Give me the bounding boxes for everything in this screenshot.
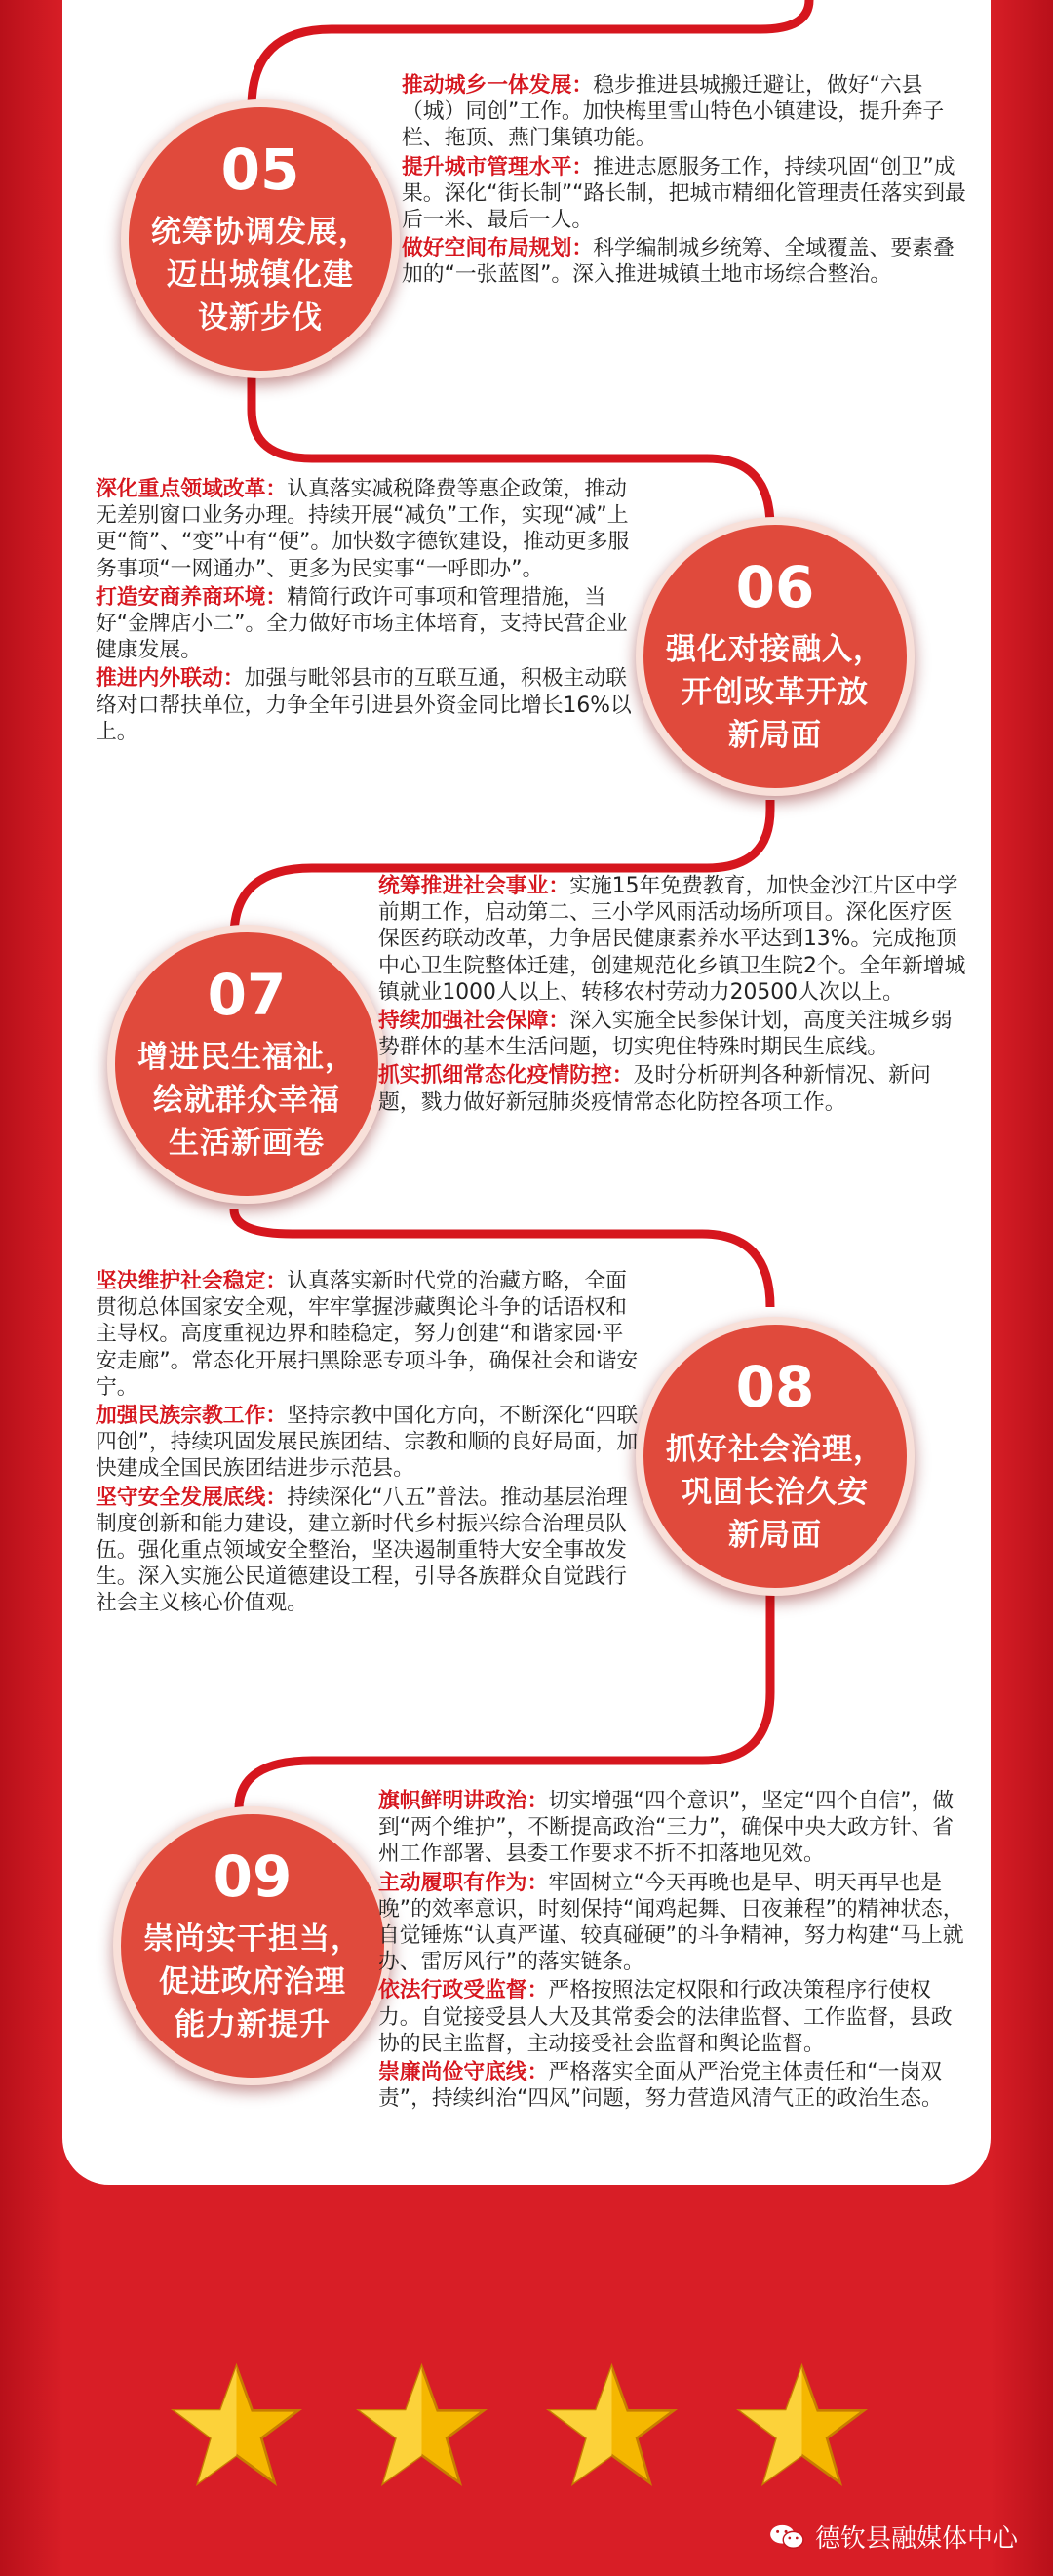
paragraph: 统筹推进社会事业：实施15年免费教育，加快金沙江片区中学前期工作，启动第二、三小学风雨活动场所项目。深化医疗医保医药联动改革，力争居民健康素养水平达到13%。完成拖顶中心卫生院整体迁建，创建规范化乡镇卫生院2个。全年新增城镇就业1000人以上、转移农村劳动力20500人次以上。 <box>378 874 966 1005</box>
paragraph: 提升城市管理水平：推进志愿服务工作，持续巩固“创卫”成果。深化“街长制”“路长制，把城市精细化管理责任落实到最后一米、最后一人。 <box>402 154 966 233</box>
section-06-badge <box>636 517 915 796</box>
section-09-badge <box>113 1806 392 2085</box>
section-07-number: 07 <box>207 962 287 1028</box>
section-06-number: 06 <box>735 554 815 620</box>
footer-brand <box>768 2518 1018 2555</box>
star-icon <box>171 2360 302 2492</box>
star-icon <box>736 2360 868 2492</box>
section-09-number: 09 <box>213 1843 292 1910</box>
section-05-number: 05 <box>220 137 300 203</box>
paragraph: 旗帜鲜明讲政治：切实增强“四个意识”，坚定“四个自信”，做到“两个维护”，不断提高政治“三力”，确保中央大政方针、省州工作部署、县委工作要求不折不扣落地见效。 <box>378 1789 955 1867</box>
star-icon <box>546 2360 678 2492</box>
section-08-badge <box>636 1317 915 1596</box>
section-09-text <box>378 1788 973 2114</box>
paragraph: 深化重点领域改革：认真落实减税降费等惠企政策，推动无差别窗口业务办理。持续开展“减负”工作，实现“减”上更“简”、“变”中有“便”。加快数字德钦建设，推动更多服务事项“一网通办”、更多为民实事“一呼即办”。 <box>96 477 630 581</box>
paragraph: 加强民族宗教工作：坚持宗教中国化方向，不断深化“四联四创”，持续巩固发展民族团结、宗教和顺的良好局面，加快建成全国民族团结进步示范县。 <box>96 1404 639 1482</box>
paragraph: 打造安商养商环境：精简行政许可事项和管理措施，当好“金牌店小二”。全力做好市场主体培育，支持民营企业健康发展。 <box>96 584 628 663</box>
paragraph: 坚守安全发展底线：持续深化“八五”普法。推动基层治理制度创新和能力建设，建立新时代乡村振兴综合治理员队伍。强化重点领域安全整治，坚决遏制重特大安全事故发生。深入实施公民道德建设工程，引导各族群众自觉践行社会主义核心价值观。 <box>96 1485 628 1616</box>
section-08-title: 抓好社会治理， 巩固长治久安 新局面 <box>666 1432 884 1553</box>
star-icon <box>356 2360 488 2492</box>
section-06-text <box>96 476 642 747</box>
section-05-text <box>402 72 972 291</box>
paragraph: 依法行政受监督：严格按照法定权限和行政决策程序行使权力。自觉接受县人大及其常委会的法律监督、工作监督，县政协的民主监督，主动接受社会监督和舆论监督。 <box>378 1978 953 2056</box>
star-row <box>0 2360 1053 2517</box>
brand-name: 德钦县融媒体中心 <box>814 2524 1018 2554</box>
section-07-text <box>378 873 973 1118</box>
paragraph: 崇廉尚俭守底线：严格落实全面从严治党主体责任和“一岗双责”，持续纠治“四风”问题，努力营造风清气正的政治生态。 <box>378 2060 943 2112</box>
paragraph: 坚决维护社会稳定：认真落实新时代党的治藏方略，全面贯彻总体国家安全观，牢牢掌握涉藏舆论斗争的话语权和主导权。高度重视边界和睦稳定，努力创建“和谐家园·平安走廊”。常态化开展扫黑除恶专项斗争，确保社会和谐安宁。 <box>96 1269 639 1400</box>
section-07-title: 增进民生福祉， 绘就群众幸福 生活新画卷 <box>137 1040 356 1161</box>
section-08-number: 08 <box>735 1354 815 1420</box>
section-07-badge <box>107 925 386 1204</box>
section-09-title: 崇尚实干担当， 促进政府治理 能力新提升 <box>143 1922 362 2042</box>
paragraph: 持续加强社会保障：深入实施全民参保计划，高度关注城乡弱势群体的基本生活问题，切实兜住特殊时期民生底线。 <box>378 1009 953 1060</box>
wechat-icon <box>768 2522 805 2552</box>
paragraph: 抓实抓细常态化疫情防控：及时分析研判各种新情况、新问题，戮力做好新冠肺炎疫情常态化防控各项工作。 <box>378 1063 931 1115</box>
section-06-title: 强化对接融入， 开创改革开放 新局面 <box>666 632 884 753</box>
paragraph: 做好空间布局规划：科学编制城乡统筹、全域覆盖、要素叠加的“一张蓝图”。深入推进城镇土地市场综合整治。 <box>402 236 955 288</box>
paragraph: 推进内外联动：加强与毗邻县市的互联互通，积极主动联络对口帮扶单位，力争全年引进县外资金同比增长16%以上。 <box>96 666 632 744</box>
section-05-badge <box>121 99 400 378</box>
paragraph: 推动城乡一体发展：稳步推进县城搬迁避让，做好“六县（城）同创”工作。加快梅里雪山特色小镇建设，提升奔子栏、拖顶、燕门集镇功能。 <box>402 73 945 151</box>
section-08-text <box>96 1268 642 1619</box>
paragraph: 主动履职有作为：牢固树立“今天再晚也是早、明天再早也是晚”的效率意识，时刻保持“闻鸡起舞、日夜兼程”的精神状态，自觉锤炼“认真严谨、较真碰硬”的斗争精神，努力构建“马上就办、雷厉风行”的落实链条。 <box>378 1870 964 1975</box>
section-05-title: 统筹协调发展， 迈出城镇化建 设新步伐 <box>151 215 370 336</box>
